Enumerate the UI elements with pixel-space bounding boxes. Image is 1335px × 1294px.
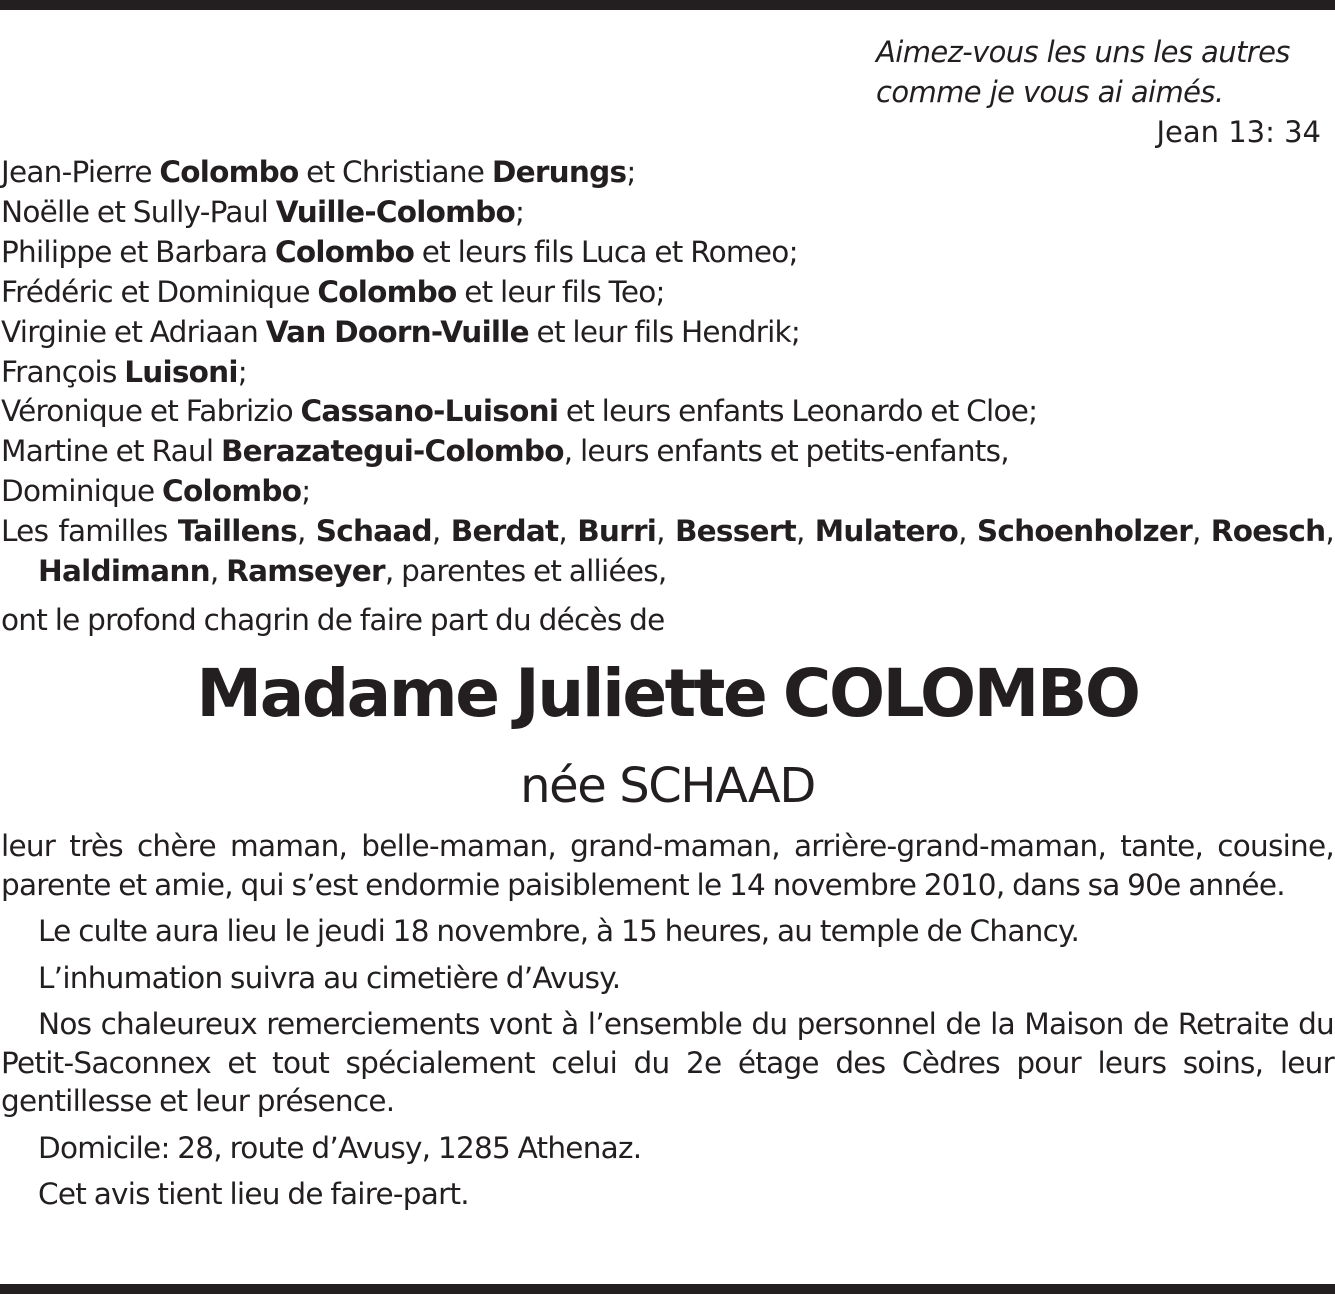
surname: Haldimann (38, 554, 210, 589)
surname: Colombo (317, 274, 457, 309)
connector-text: et Christiane (298, 155, 492, 189)
family-line (1, 392, 1334, 432)
epigraph (876, 32, 1321, 152)
surname: Burri (577, 514, 657, 549)
closing-paragraph: Cet avis tient lieu de faire-part. (38, 1177, 469, 1211)
bottom-border-rule (0, 1284, 1335, 1294)
surname: Mulatero (814, 514, 959, 549)
epigraph-line-2: comme je vous ai aimés. (876, 75, 1224, 109)
families-suffix: parentes et alliées, (393, 554, 667, 589)
epigraph-reference: Jean 13: 34 (1156, 115, 1321, 149)
surname: Vuille-Colombo (275, 194, 516, 229)
punctuation: ; (301, 474, 311, 509)
given-names: Frédéric et Dominique (1, 274, 318, 309)
family-line (1, 353, 1334, 393)
relationship-paragraph: leur très chère maman, belle-maman, grand-maman, arrière-grand-maman, tante, cousine, parente et amie, qui s’est endormie paisiblement le 14 novembre 2010, dans sa 90e année. (1, 829, 1334, 902)
surname: Ramseyer (226, 554, 385, 589)
maiden-name: née SCHAAD (520, 758, 815, 814)
surname: Bessert (674, 514, 796, 549)
family-line (1, 153, 1334, 193)
connector-text: et leur fils Teo; (456, 274, 665, 309)
top-border-rule (0, 0, 1335, 10)
announcement-intro: ont le profond chagrin de faire part du décès de (1, 603, 665, 637)
connector-text: et leur fils Hendrik; (528, 314, 801, 349)
notice-body (1, 827, 1334, 1222)
given-names: Philippe et Barbara (1, 234, 275, 269)
family-line (1, 313, 1334, 353)
families-prefix: Les familles (1, 514, 178, 549)
given-names: Martine et Raul (1, 434, 221, 469)
family-line (1, 432, 1334, 472)
surname: Berazategui-Colombo (220, 434, 564, 469)
burial-paragraph: L’inhumation suivra au cimetière d’Avusy. (38, 960, 621, 995)
surname: Derungs (491, 155, 627, 189)
service-paragraph: Le culte aura lieu le jeudi 18 novembre, à 15 heures, au temple de Chancy. (38, 914, 1080, 948)
given-names: Véronique et Fabrizio (1, 394, 301, 429)
surname: Luisoni (124, 354, 238, 389)
surname: Colombo (274, 234, 415, 269)
surname: Colombo (159, 155, 299, 189)
family-line (1, 472, 1334, 512)
given-names: François (1, 354, 125, 389)
punctuation: ; (237, 354, 247, 389)
epigraph-line-1: Aimez-vous les uns les autres (876, 35, 1290, 69)
surname: Taillens (177, 514, 297, 549)
given-names: Dominique (1, 474, 163, 509)
address-paragraph: Domicile: 28, route d’Avusy, 1285 Athenaz. (38, 1130, 642, 1165)
family-line-extended-families: Les familles Taillens, Schaad, Berdat, Burri, Bessert, Mulatero, Schoenholzer, Roesch, Haldimann, Ramseyer, parentes et alliées, (1, 514, 1334, 589)
given-names: Noëlle et Sully-Paul (1, 194, 276, 229)
surname: Roesch (1210, 514, 1326, 549)
family-line (1, 233, 1334, 273)
connector-text: , leurs enfants et petits-enfants, (563, 434, 1009, 469)
family-line (1, 193, 1334, 233)
punctuation: ; (626, 155, 636, 189)
surname: Berdat (450, 514, 559, 549)
punctuation: ; (515, 194, 525, 229)
thanks-paragraph: Nos chaleureux remerciements vont à l’ensemble du personnel de la Maison de Retraite du Petit-Saconnex et tout spécialement celui du 2e étage des Cèdres pour leurs soins, leur gentillesse et leur présence. (1, 1007, 1334, 1118)
surname: Cassano-Luisoni (300, 394, 559, 429)
family-list (1, 153, 1334, 592)
connector-text: et leurs fils Luca et Romeo; (414, 234, 798, 269)
surname: Colombo (162, 474, 302, 509)
surname: Schaad (315, 514, 432, 549)
surname: Schoenholzer (976, 514, 1192, 549)
given-names: Virginie et Adriaan (1, 314, 266, 349)
connector-text: et leurs enfants Leonardo et Cloe; (558, 394, 1038, 429)
given-names: Jean-Pierre (1, 155, 160, 189)
family-line (1, 273, 1334, 313)
deceased-name: Madame Juliette COLOMBO (196, 655, 1139, 732)
surname: Van Doorn-Vuille (265, 314, 529, 349)
